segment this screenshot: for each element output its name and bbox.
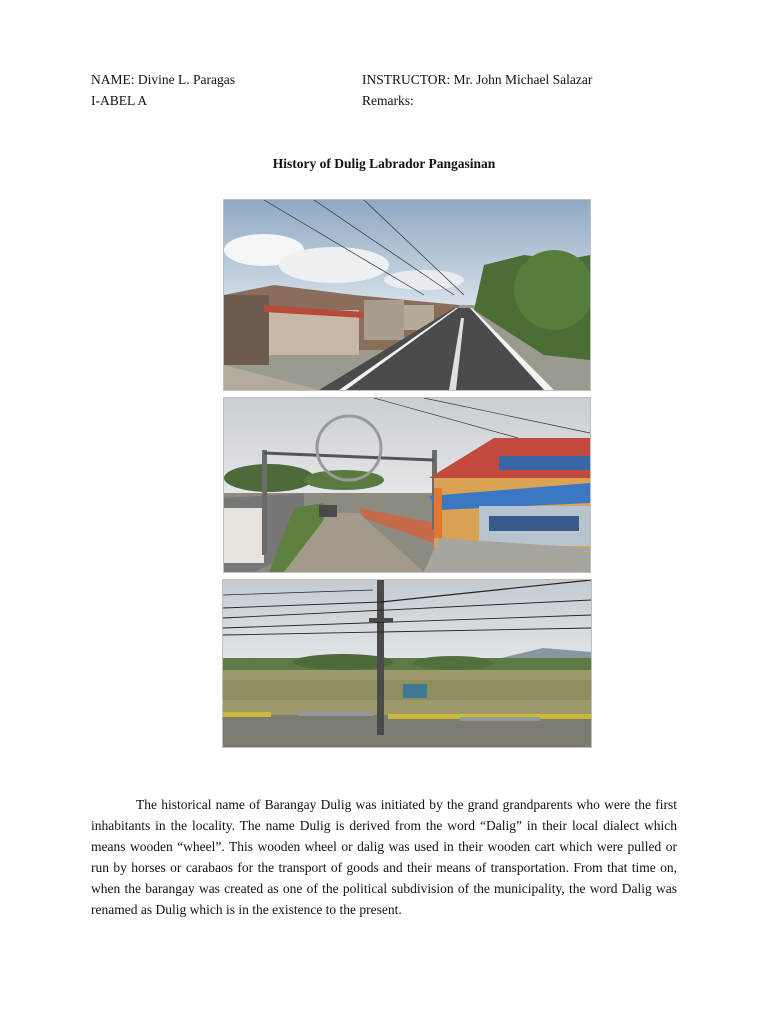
student-name: NAME: Divine L. Paragas (91, 72, 235, 87)
street-photo-field (222, 579, 592, 748)
history-paragraph: The historical name of Barangay Dulig was initiated by the grand grandparents who were the first inhabitants in the locality. The name Dulig is derived from the word “Dalig” in their local dialect which means wooden “wheel”. This wooden wheel or dalig was used in their wooden cart which were pulled or run by horses or carabaos for the transport of goods and their means of transportation. From that time on, when the barangay was created as one of the political subdivision of the municipality, the word Dalig was renamed as Dulig which is in the existence to the present. (91, 797, 677, 917)
student-section: I-ABEL A (91, 93, 148, 108)
street-photo-road (223, 199, 591, 391)
document-title: History of Dulig Labrador Pangasinan (272, 156, 496, 171)
instructor-name: INSTRUCTOR: Mr. John Michael Salazar (362, 72, 593, 87)
street-photo-arch (223, 397, 591, 573)
remarks-label: Remarks: (362, 93, 414, 108)
